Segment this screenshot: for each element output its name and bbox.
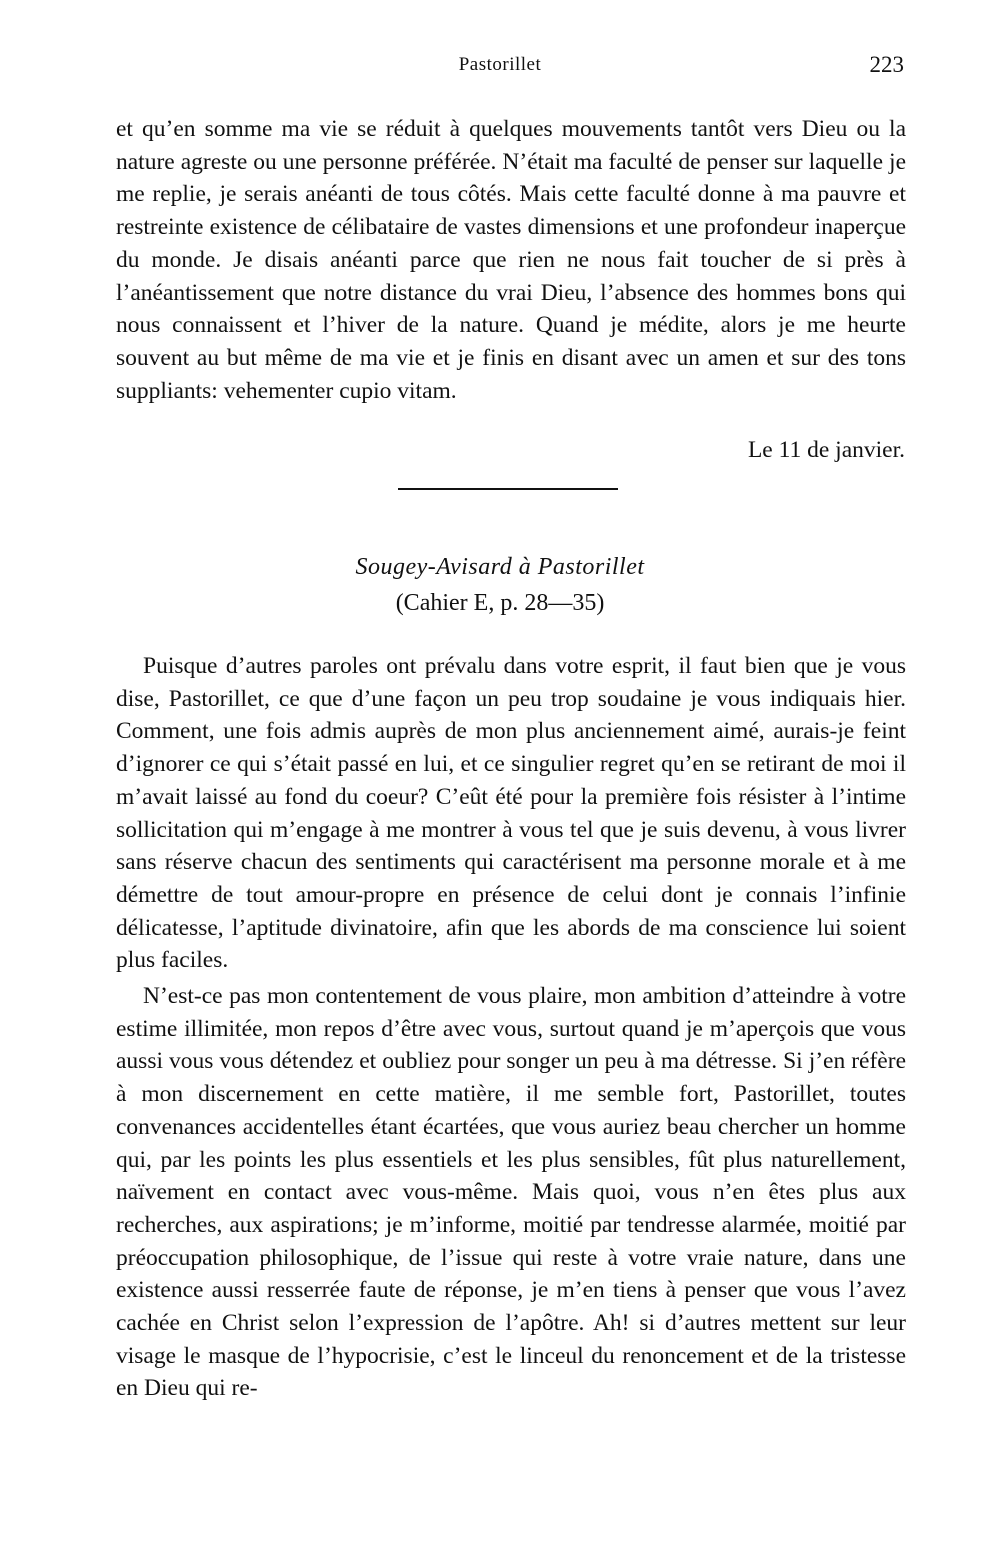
letter-date: Le 11 de janvier.: [747, 437, 905, 463]
continuation-text: [116, 113, 906, 407]
letter-source: (Cahier E, p. 28—35): [395, 590, 605, 616]
letter-paragraph: N’est-ce pas mon contentement de vous plaire, mon ambition d’atteindre à votre estime illimitée, mon repos d’être avec vous, surtout quand je m’aperçois que vous aussi vous vous détendez et oubliez pour songer un peu à ma détresse. Si j’en réfère à mon discernement en cette matière, il me semble fort, Pastorillet, toutes convenances accidentelles étant écartées, que vous auriez beau chercher un homme qui, par les points les plus essentiels et les plus sensibles, fût plus naturellement, naïvement en contact avec vous-même. Mais quoi, vous n’en êtes plus aux recherches, aux aspirations; je m’informe, moitié par tendresse alarmée, moitié par préoccupation philosophique, de l’issue qui reste à votre vraie nature, dans une existence aussi resserrée faute de réponse, je m’en tiens à penser que vous l’avez cachée en Christ selon l’expression de l’apôtre. Ah! si d’autres mettent sur leur visage le masque de l’hypocrisie, c’est le linceul du renoncement et de la tristesse en Dieu qui re-: [116, 983, 906, 1402]
continuation-paragraph: et qu’en somme ma vie se réduit à quelques mouvements tantôt vers Dieu ou la nature agreste ou une personne préférée. N’était ma faculté de penser sur laquelle je me replie, je serais anéanti de tous côtés. Mais cette faculté donne à ma pauvre et restreinte existence de célibataire de vastes dimensions et une profondeur inaperçue du monde. Je disais anéanti parce que rien ne nous fait toucher de si près à l’anéantissement que notre distance du vrai Dieu, l’absence des hommes bons qui nous connaissent et l’hiver de la nature. Quand je médite, alors je me heurte souvent au but même de ma vie et je finis en disant avec un amen et sur des tons suppliants: vehementer cupio vitam.: [116, 116, 906, 404]
section-divider: [398, 488, 618, 490]
running-title: Pastorillet: [458, 54, 542, 75]
letter-title: Sougey-Avisard à Pastorillet: [355, 554, 645, 580]
page-number: 223: [869, 52, 904, 77]
letter-paragraph: Puisque d’autres paroles ont prévalu dans votre esprit, il faut bien que je vous dise, Pastorillet, ce que d’une façon un peu trop soudaine je vous indiquais hier. Comment, une fois admis auprès de mon plus anciennement aimé, aurais-je feint d’ignorer ce qui s’était passé en lui, et ce singulier regret qu’en se retirant de moi il m’avait laissé au fond du coeur? C’eût été pour la première fois résister à l’intime sollicitation qui m’engage à me montrer à vous tel que je suis devenu, à vous livrer sans réserve chacun des sentiments qui caractérisent ma personne morale et à me démettre de tout amour-propre en présence de celui dont je connais l’infinie délicatesse, l’aptitude divinatoire, afin que les abords de ma conscience lui soient plus faciles.: [116, 653, 906, 974]
letter-body: [116, 650, 906, 1405]
